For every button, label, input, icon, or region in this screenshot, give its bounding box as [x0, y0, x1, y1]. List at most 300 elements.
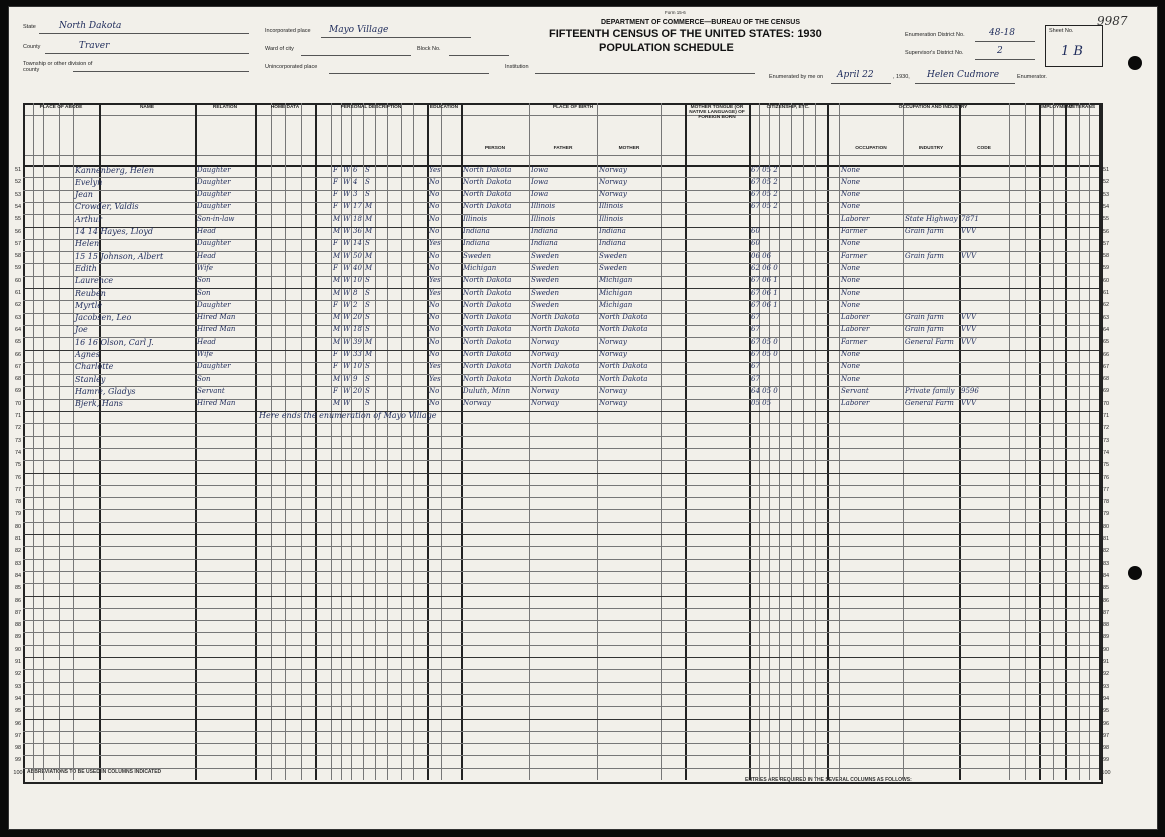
row-rule — [23, 608, 1099, 609]
sub-header: MOTHER — [618, 146, 640, 151]
entry-race: W — [343, 386, 351, 395]
group-header: VETERANS — [1068, 105, 1096, 110]
end-of-enumeration-note: Here ends the enumeration of Mayo Village — [259, 411, 437, 420]
entries-required-title: ENTRIES ARE REQUIRED IN THE SEVERAL COLUMNS AS FOLLOWS: — [745, 777, 912, 783]
entry-occupation: Laborer — [841, 325, 870, 334]
entry-code: 67 06 1 — [751, 276, 778, 285]
column-rule — [959, 103, 961, 780]
entry-name: Hamre, Gladys — [75, 386, 136, 396]
township-label: Township or other division of county — [23, 61, 93, 74]
entry-school: No — [429, 214, 440, 223]
county-label: County — [23, 44, 41, 50]
row-number-left: 81 — [14, 536, 22, 542]
row-number-right: 60 — [1102, 277, 1110, 284]
entry-mother-birthplace: North Dakota — [599, 374, 648, 383]
group-header: EDUCATION — [429, 105, 459, 110]
punch-hole-bottom — [1128, 566, 1142, 580]
entry-race: W — [343, 165, 351, 174]
entry-name: Stanley — [75, 374, 106, 384]
enum-district-value: 48-18 — [989, 28, 1015, 38]
row-number-right: 73 — [1102, 437, 1110, 444]
entry-code: 67 05 0 — [751, 350, 778, 358]
entry-industry: Grain farm — [905, 313, 944, 322]
row-number-right: 55 — [1102, 216, 1110, 223]
institution-label: Institution — [505, 64, 529, 70]
entry-race: W — [343, 227, 351, 235]
sub-header: INDUSTRY — [918, 146, 944, 151]
row-number-left: 100 — [13, 769, 23, 776]
entry-marital: S — [365, 165, 370, 174]
entry-race: W — [343, 399, 351, 408]
column-rule — [271, 103, 272, 780]
entry-name: 15 15 Johnson, Albert — [75, 251, 164, 261]
row-number-left: 98 — [14, 745, 22, 752]
entry-name: 14 14 Hayes, Lloyd — [75, 227, 153, 236]
entry-code: 67 — [751, 313, 760, 322]
entry-mother-birthplace: North Dakota — [599, 313, 648, 322]
incorporated-place-label: Incorporated place — [265, 28, 311, 34]
row-number-left: 93 — [14, 683, 22, 690]
row-number-left: 80 — [14, 523, 22, 530]
row-number-right: 54 — [1102, 203, 1110, 210]
entry-relation: Hired Man — [197, 399, 236, 408]
row-rule — [23, 436, 1099, 437]
row-number-left: 62 — [14, 302, 22, 309]
entry-name: Kannenberg, Helen — [75, 165, 154, 175]
entry-mother-birthplace: North Dakota — [599, 325, 648, 334]
entry-school: Yes — [429, 165, 441, 174]
entry-sex: F — [333, 177, 338, 186]
row-rule — [23, 632, 1099, 633]
entry-industry: Grain farm — [905, 251, 944, 260]
entry-occupation: Farmer — [841, 251, 868, 260]
column-rule — [903, 103, 904, 780]
row-rule — [23, 350, 1099, 351]
row-number-right: 83 — [1102, 560, 1110, 567]
entry-occupation: Laborer — [841, 313, 870, 322]
column-rule — [351, 103, 352, 780]
row-number-left: 86 — [14, 597, 22, 604]
entry-occupation: Laborer — [841, 214, 870, 223]
entry-mother-birthplace: Norway — [599, 177, 627, 186]
entry-relation: Son-in-law — [197, 214, 235, 223]
entry-occupation: Laborer — [841, 399, 870, 408]
ward-label: Ward of city — [265, 46, 294, 52]
entry-industry: Grain farm — [905, 227, 944, 235]
entry-race: W — [343, 325, 351, 334]
entry-birthplace: North Dakota — [463, 313, 512, 322]
entry-sex: F — [333, 190, 338, 199]
row-rule — [23, 657, 1099, 658]
entry-father-birthplace: Sweden — [531, 300, 560, 309]
entry-relation: Wife — [197, 350, 214, 358]
punch-hole-top — [1128, 56, 1142, 70]
row-number-right: 84 — [1102, 572, 1110, 579]
row-number-left: 72 — [14, 425, 22, 432]
entry-race: W — [343, 374, 351, 383]
unincorporated-place-label: Unincorporated place — [265, 64, 318, 70]
row-number-right: 92 — [1102, 671, 1110, 678]
entry-occupation: None — [841, 374, 860, 383]
entry-relation: Son — [197, 374, 211, 383]
row-rule — [23, 743, 1099, 744]
row-number-right: 51 — [1102, 167, 1110, 173]
entry-father-birthplace: Norway — [531, 386, 559, 395]
row-number-left: 94 — [14, 695, 22, 702]
column-number-rule — [23, 155, 1099, 156]
entry-name: Crowder, Valdis — [75, 202, 139, 212]
row-rule — [23, 682, 1099, 683]
entry-relation: Head — [197, 251, 216, 260]
row-number-right: 87 — [1102, 609, 1110, 616]
column-rule — [375, 103, 376, 780]
entry-occupation: None — [841, 350, 860, 358]
row-number-left: 97 — [14, 732, 22, 739]
row-number-right: 91 — [1102, 659, 1110, 665]
entry-mother-birthplace: Norway — [599, 190, 627, 199]
group-header: HOME DATA — [270, 105, 300, 110]
column-rule — [331, 103, 332, 780]
entry-name: Evelyn — [75, 177, 103, 187]
entry-code: 67 — [751, 374, 760, 383]
entry-name: Reuben — [75, 288, 106, 298]
column-rule — [441, 103, 442, 780]
enum-district-label: Enumeration District No. — [905, 32, 965, 38]
entry-occupation: None — [841, 276, 860, 285]
group-header: PLACE OF BIRTH — [552, 105, 594, 110]
group-header: NAME — [139, 105, 155, 110]
column-rule — [839, 103, 840, 780]
row-number-left: 74 — [14, 449, 22, 456]
entry-school: Yes — [429, 362, 441, 371]
row-number-right: 65 — [1102, 339, 1110, 346]
entry-birthplace: Indiana — [463, 239, 490, 248]
entry-code: 67 06 1 — [751, 288, 778, 297]
row-rule — [23, 473, 1099, 474]
entry-age: 36 — [353, 227, 362, 235]
entry-race: W — [343, 313, 351, 322]
entry-race: W — [343, 263, 351, 272]
sub-header: CODE — [977, 146, 991, 151]
entry-relation: Hired Man — [197, 325, 236, 334]
entry-relation: Daughter — [197, 177, 231, 186]
row-number-left: 69 — [14, 388, 22, 395]
entry-school: No — [429, 263, 440, 272]
row-rule — [23, 694, 1099, 695]
entry-sex: M — [333, 337, 341, 346]
row-rule — [23, 177, 1099, 178]
entry-school: No — [429, 227, 440, 235]
entry-birthplace: North Dakota — [463, 300, 512, 309]
column-rule — [1039, 103, 1041, 780]
entry-occupation: None — [841, 362, 860, 371]
row-number-left: 52 — [14, 179, 22, 186]
entry-marital: S — [365, 239, 370, 248]
entry-father-birthplace: Iowa — [531, 165, 549, 174]
row-number-right: 93 — [1102, 683, 1110, 690]
row-number-left: 70 — [14, 400, 22, 407]
column-rule — [779, 103, 780, 780]
census-sheet — [8, 6, 1158, 830]
entry-birthplace: North Dakota — [463, 190, 512, 199]
entry-occupation: Farmer — [841, 227, 868, 235]
row-rule — [23, 460, 1099, 461]
entry-sex: F — [333, 165, 338, 174]
entry-industry: General Farm — [905, 337, 954, 346]
entry-race: W — [343, 288, 351, 297]
row-number-left: 66 — [14, 351, 22, 358]
row-number-left: 87 — [14, 609, 22, 616]
row-rule — [23, 719, 1099, 720]
supervisor-district-label: Supervisor's District No. — [905, 50, 964, 56]
row-number-left: 58 — [14, 253, 22, 260]
entry-age: 33 — [353, 350, 362, 358]
entry-relation: Head — [197, 337, 216, 346]
entry-birthplace: North Dakota — [463, 350, 512, 358]
row-number-left: 53 — [14, 191, 22, 198]
enumerated-by-label: Enumerated by me on — [769, 74, 824, 80]
column-rule — [1089, 103, 1090, 780]
entry-code: 67 05 2 — [751, 165, 778, 174]
entry-name: Laurence — [75, 276, 114, 286]
entry-sex: F — [333, 263, 338, 272]
column-rule — [1079, 103, 1080, 780]
column-rule — [815, 103, 816, 780]
enumerator-name: Helen Cudmore — [927, 70, 1000, 80]
entry-race: W — [343, 202, 351, 211]
entry-birthplace: North Dakota — [463, 165, 512, 174]
entry-name: Jacobsen, Leo — [75, 313, 132, 323]
abbreviations-title: ABBREVIATIONS TO BE USED IN COLUMNS INDICATED — [27, 769, 162, 775]
column-rule — [315, 103, 317, 780]
entry-occupation: None — [841, 165, 860, 174]
entry-marital: S — [365, 399, 370, 408]
entry-school: No — [429, 325, 440, 334]
entry-name: Jean — [75, 190, 93, 200]
entry-code: 62 06 0 — [751, 263, 778, 272]
row-rule — [23, 509, 1099, 510]
column-rule — [43, 103, 44, 780]
entry-father-birthplace: Norway — [531, 399, 559, 408]
schedule-title: POPULATION SCHEDULE — [599, 42, 734, 54]
entry-school: No — [429, 251, 440, 260]
row-number-right: 67 — [1102, 363, 1110, 370]
header-rule — [23, 165, 1099, 167]
entry-father-birthplace: Indiana — [531, 239, 558, 248]
row-number-left: 61 — [14, 290, 22, 296]
entry-father-birthplace: Illinois — [531, 202, 556, 211]
entry-name: Edith — [75, 263, 97, 273]
entry-school: Yes — [429, 239, 441, 248]
page-stamp: 9987 — [1097, 14, 1128, 28]
entry-mother-birthplace: Norway — [599, 337, 627, 346]
column-rule — [1053, 103, 1054, 780]
entry-race: W — [343, 214, 351, 223]
entry-age: 14 — [353, 239, 362, 248]
row-number-right: 63 — [1102, 314, 1110, 321]
entry-birthplace: North Dakota — [463, 374, 512, 383]
entry-relation: Son — [197, 276, 211, 285]
entry-mother-birthplace: Indiana — [599, 227, 626, 235]
row-rule — [23, 768, 1099, 769]
entry-code: 67 — [751, 325, 760, 334]
row-number-right: 71 — [1102, 413, 1110, 419]
row-number-left: 68 — [14, 376, 22, 383]
entry-age: 6 — [353, 165, 358, 174]
entry-code: 67 05 0 — [751, 337, 778, 346]
row-rule — [23, 534, 1099, 535]
row-number-right: 68 — [1102, 376, 1110, 383]
row-number-left: 78 — [14, 499, 22, 506]
entry-relation: Daughter — [197, 239, 231, 248]
entry-father-birthplace: Iowa — [531, 190, 549, 199]
column-rule — [285, 103, 286, 780]
entry-occupation: None — [841, 177, 860, 186]
incorporated-place-value: Mayo Village — [329, 25, 389, 35]
row-number-left: 51 — [14, 167, 22, 173]
row-number-right: 96 — [1102, 720, 1110, 727]
row-rule — [23, 300, 1099, 301]
entry-age: 18 — [353, 214, 362, 223]
entry-name: Joe — [75, 325, 88, 335]
entry-industry: State Highway — [905, 214, 958, 223]
entry-mother-birthplace: Norway — [599, 350, 627, 358]
entry-industry-code: VVV — [961, 325, 977, 334]
entry-relation: Daughter — [197, 202, 231, 211]
sub-header: FATHER — [553, 146, 573, 151]
entry-school: No — [429, 202, 440, 211]
entry-code: 67 05 2 — [751, 190, 778, 199]
census-title: FIFTEENTH CENSUS OF THE UNITED STATES: 1930 — [549, 28, 822, 40]
entry-age: 20 — [353, 386, 362, 395]
entry-birthplace: North Dakota — [463, 288, 512, 297]
row-number-right: 52 — [1102, 179, 1110, 186]
column-rule — [387, 103, 388, 780]
entry-code: 05 05 — [751, 399, 772, 408]
row-rule — [23, 522, 1099, 523]
entry-sex: M — [333, 313, 341, 322]
row-number-left: 77 — [14, 486, 22, 493]
row-rule — [23, 497, 1099, 498]
row-number-right: 53 — [1102, 191, 1110, 198]
entry-code: 67 05 2 — [751, 177, 778, 186]
entry-school: No — [429, 190, 440, 199]
entry-father-birthplace: Sweden — [531, 251, 560, 260]
entry-birthplace: North Dakota — [463, 276, 512, 285]
entry-relation: Hired Man — [197, 313, 236, 322]
entry-marital: M — [365, 263, 373, 272]
column-rule — [597, 103, 598, 780]
row-number-right: 75 — [1102, 462, 1110, 469]
entry-relation: Wife — [197, 263, 214, 272]
row-number-left: 85 — [14, 585, 22, 592]
entry-occupation: None — [841, 300, 860, 309]
row-rule — [23, 485, 1099, 486]
entry-mother-birthplace: Sweden — [599, 251, 628, 260]
row-number-left: 60 — [14, 277, 22, 284]
column-rule — [33, 103, 34, 780]
group-header: MOTHER TONGUE (OR NATIVE LANGUAGE) OF FOREIGN BORN — [689, 105, 745, 120]
enumeration-date: April 22 — [837, 70, 874, 80]
entry-industry-code: VVV — [961, 227, 977, 235]
row-rule — [23, 571, 1099, 572]
entry-industry-code: VVV — [961, 399, 977, 408]
entry-sex: M — [333, 399, 341, 408]
row-rule — [23, 423, 1099, 424]
row-rule — [23, 583, 1099, 584]
entry-sex: M — [333, 251, 341, 260]
entry-occupation: None — [841, 263, 860, 272]
row-number-left: 76 — [14, 474, 22, 481]
entry-school: Yes — [429, 374, 441, 383]
row-number-left: 65 — [14, 339, 22, 346]
row-number-right: 58 — [1102, 253, 1110, 260]
entry-sex: M — [333, 288, 341, 297]
group-header: OCCUPATION AND INDUSTRY — [898, 105, 968, 110]
row-number-right: 62 — [1102, 302, 1110, 309]
entry-mother-birthplace: Indiana — [599, 239, 626, 248]
entry-name: 16 16 Olson, Carl J. — [75, 337, 154, 347]
entry-sex: F — [333, 362, 338, 371]
entry-age: 8 — [353, 288, 358, 297]
entry-age: 39 — [353, 337, 362, 346]
entry-age: 9 — [353, 374, 358, 383]
entry-occupation: None — [841, 239, 860, 248]
row-number-left: 64 — [14, 326, 22, 333]
entry-marital: S — [365, 374, 370, 383]
row-number-right: 66 — [1102, 351, 1110, 358]
column-rule — [661, 103, 662, 780]
column-rule — [413, 103, 414, 780]
department-header: DEPARTMENT OF COMMERCE—BUREAU OF THE CENSUS — [601, 19, 800, 26]
entry-occupation: Servant — [841, 386, 869, 395]
entry-mother-birthplace: Michigan — [599, 300, 633, 309]
row-number-right: 74 — [1102, 449, 1110, 456]
entry-industry-code: 7871 — [961, 214, 979, 223]
row-number-right: 64 — [1102, 326, 1110, 333]
row-rule — [23, 239, 1099, 240]
entry-sex: M — [333, 227, 341, 235]
entry-code: 60 — [751, 227, 760, 235]
entry-name: Myrtle — [75, 300, 103, 310]
row-number-right: 80 — [1102, 523, 1110, 530]
row-number-left: 84 — [14, 572, 22, 579]
row-number-left: 92 — [14, 671, 22, 678]
row-number-right: 94 — [1102, 695, 1110, 702]
entry-sex: F — [333, 202, 338, 211]
entry-father-birthplace: Indiana — [531, 227, 558, 235]
entry-code: 64 05 0 — [751, 386, 778, 395]
entry-age: 40 — [353, 263, 362, 272]
row-number-right: 79 — [1102, 511, 1110, 518]
entry-father-birthplace: Sweden — [531, 288, 560, 297]
row-number-left: 96 — [14, 720, 22, 727]
row-number-left: 91 — [14, 659, 22, 665]
entry-sex: M — [333, 276, 341, 285]
row-number-right: 98 — [1102, 745, 1110, 752]
supervisor-district-value: 2 — [997, 46, 1003, 56]
column-rule — [1025, 103, 1026, 780]
row-rule — [23, 620, 1099, 621]
entry-code: 67 — [751, 362, 760, 371]
entry-age: 4 — [353, 177, 358, 186]
row-number-left: 55 — [14, 216, 22, 223]
entry-race: W — [343, 362, 351, 371]
row-number-left: 79 — [14, 511, 22, 518]
row-number-left: 67 — [14, 363, 22, 370]
row-number-left: 83 — [14, 560, 22, 567]
row-number-right: 77 — [1102, 486, 1110, 493]
